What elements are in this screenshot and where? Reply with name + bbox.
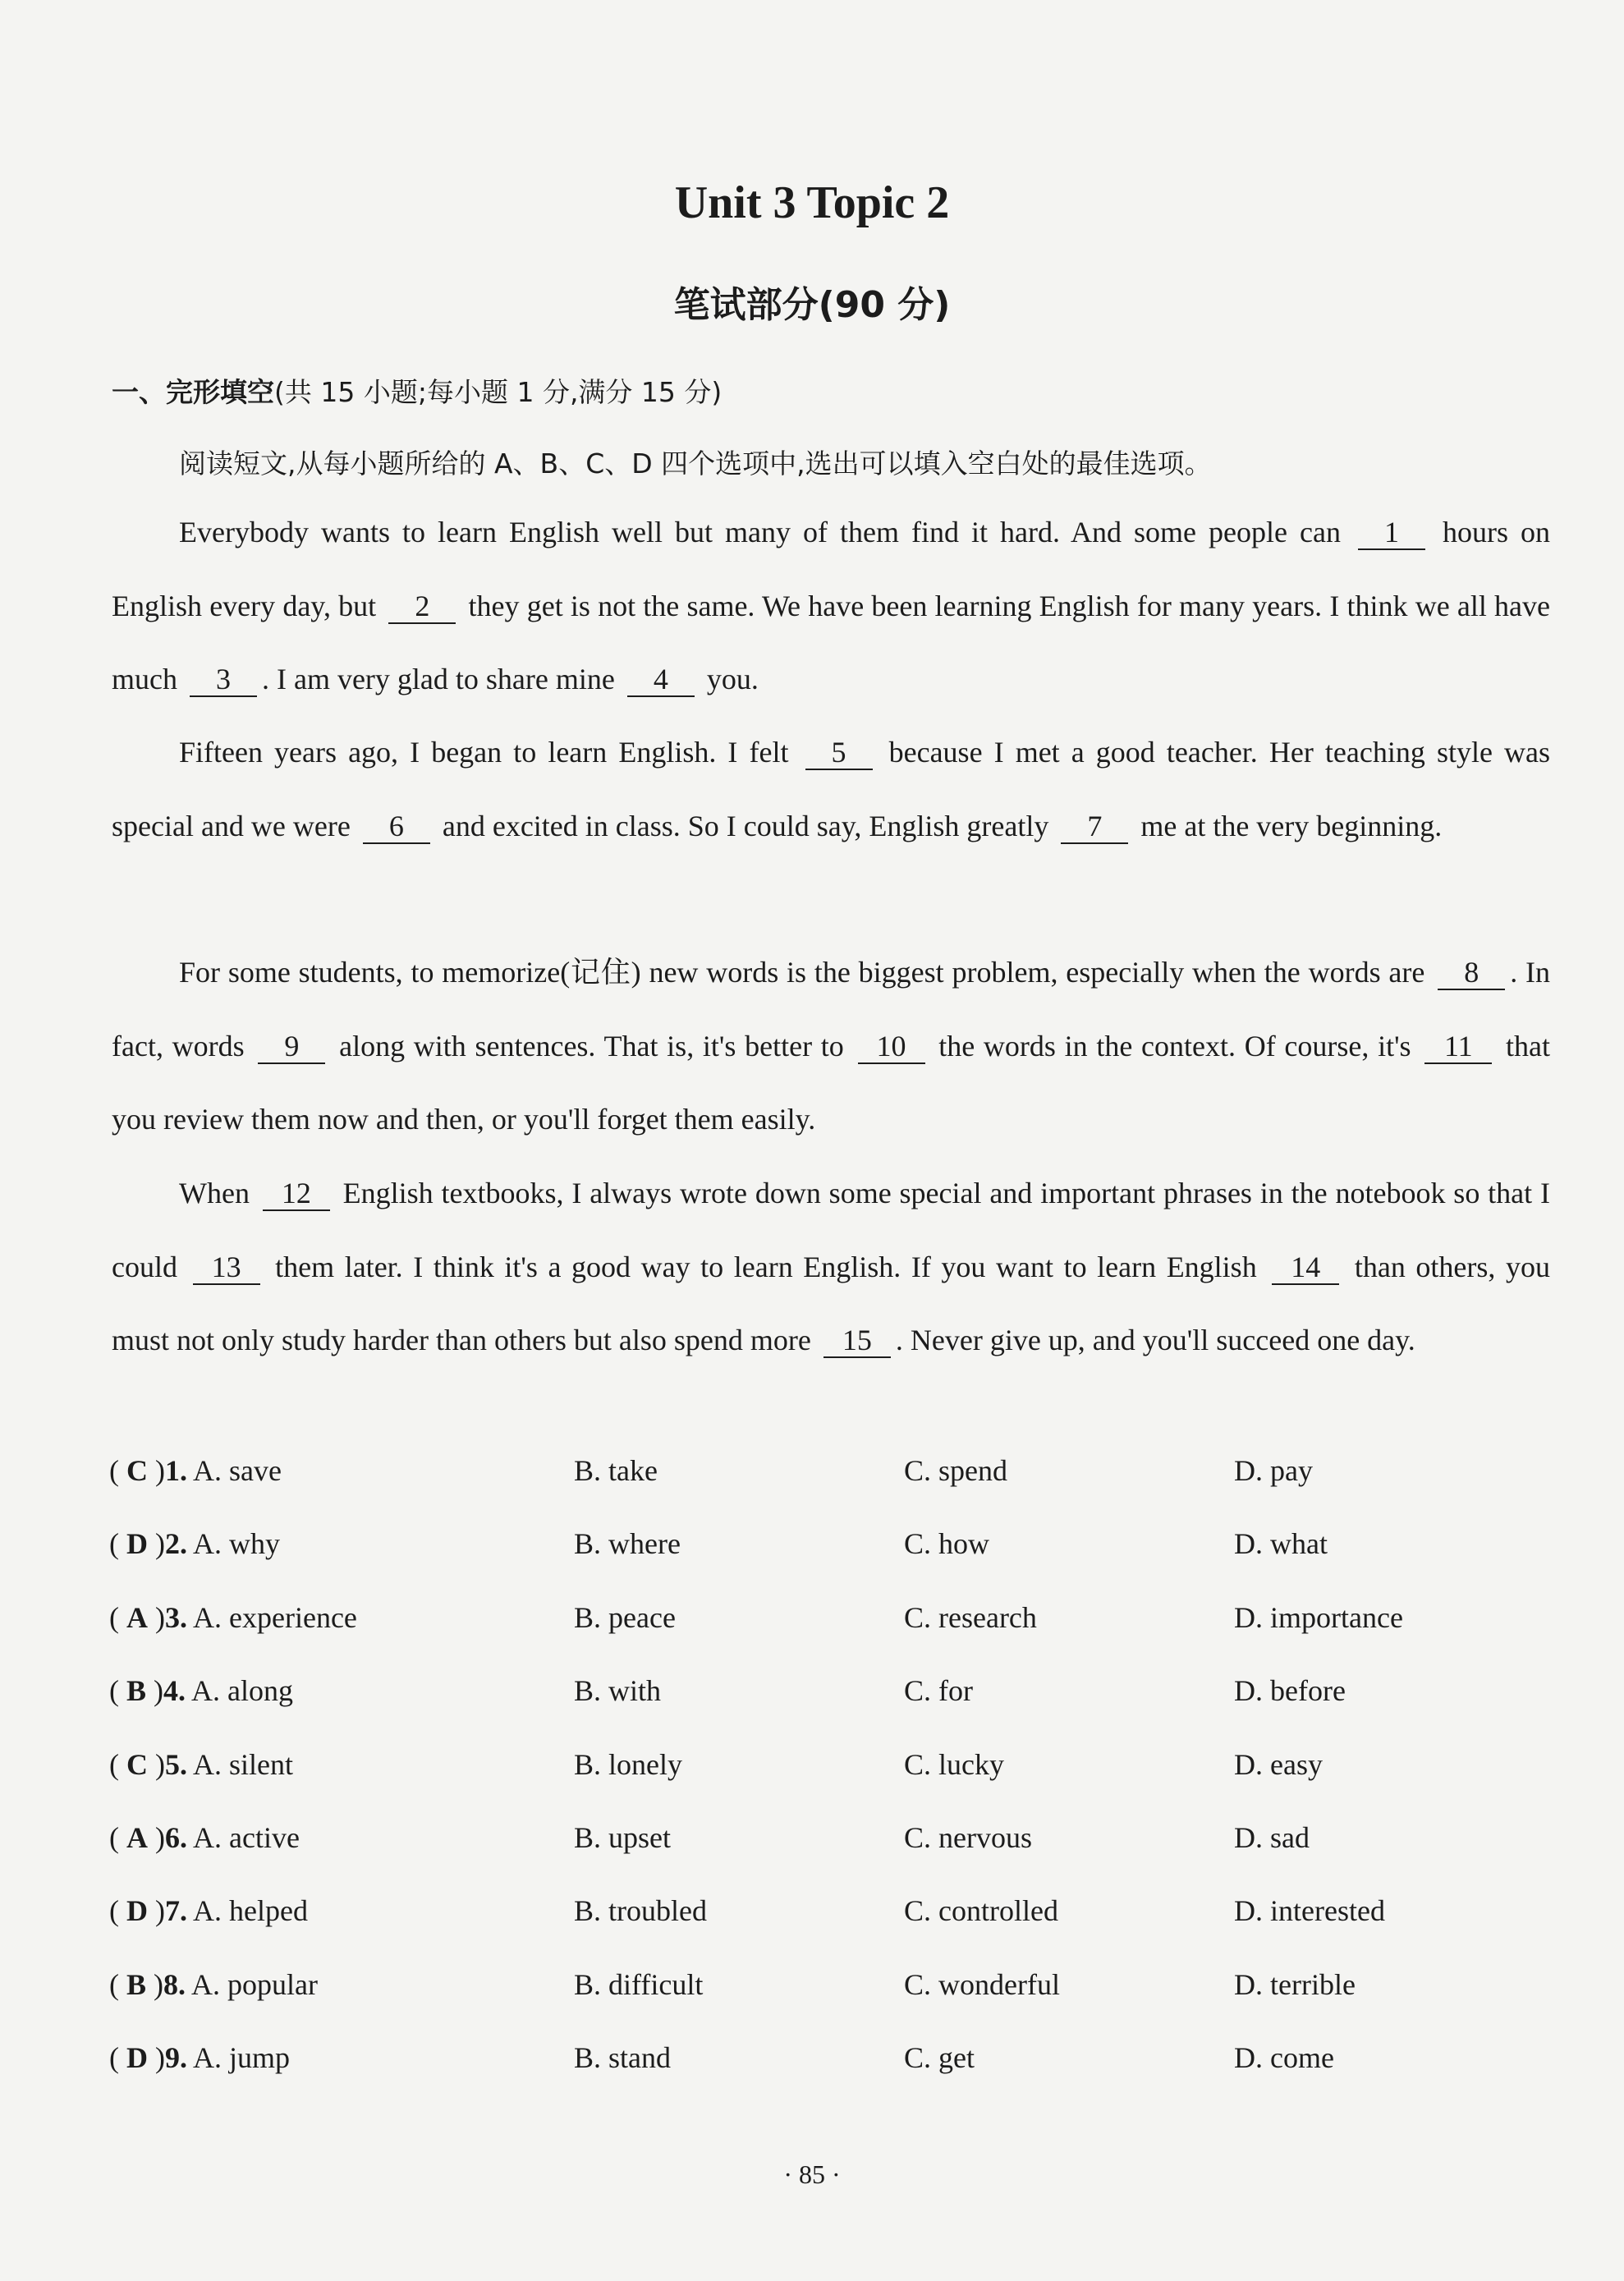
- blank-13: 13: [193, 1251, 260, 1285]
- passage-text: . Never give up, and you'll succeed one day.: [895, 1324, 1415, 1356]
- question-stem: ( A )3. A. experience: [109, 1600, 357, 1634]
- question-row: [109, 1747, 1554, 1820]
- option-c: C. nervous: [904, 1820, 1032, 1854]
- option-d: D. before: [1234, 1674, 1346, 1708]
- option-d: D. pay: [1234, 1454, 1313, 1487]
- option-d: D. come: [1234, 2041, 1334, 2075]
- option-b: B. stand: [574, 2041, 672, 2075]
- passage-text: When: [179, 1177, 258, 1209]
- question-row: [109, 1526, 1554, 1599]
- question-stem: ( D )7. A. helped: [109, 1894, 308, 1928]
- page-number: · 85 ·: [783, 2159, 841, 2189]
- option-b: B. where: [574, 1527, 681, 1561]
- option-c: C. lucky: [904, 1747, 1004, 1781]
- option-a: A. helped: [187, 1894, 308, 1928]
- passage-paragraph-2: [112, 716, 1550, 863]
- option-d: D. importance: [1234, 1600, 1403, 1634]
- question-stem: ( B )4. A. along: [109, 1674, 294, 1708]
- option-a: A. experience: [187, 1600, 357, 1634]
- blank-1: 1: [1358, 516, 1425, 550]
- option-c: C. for: [904, 1674, 973, 1708]
- page-subtitle: 笔试部分(90 分): [673, 284, 951, 326]
- question-row: [109, 1600, 1554, 1673]
- blank-12: 12: [263, 1177, 330, 1211]
- question-number: 9.: [165, 2041, 187, 2075]
- option-b: B. difficult: [574, 1967, 704, 2001]
- option-c: C. wonderful: [904, 1967, 1060, 2001]
- blank-2: 2: [388, 590, 456, 624]
- blank-14: 14: [1272, 1251, 1339, 1285]
- option-a: A. why: [187, 1527, 281, 1561]
- option-d: D. what: [1234, 1527, 1328, 1561]
- question-number: 6.: [165, 1820, 187, 1854]
- question-row: [109, 2040, 1554, 2113]
- blank-6: 6: [363, 810, 430, 844]
- instruction-text: 阅读短文,从每小题所给的 A、B、C、D 四个选项中,选出可以填入空白处的最佳选项。: [179, 447, 1212, 480]
- question-row: [109, 1453, 1554, 1526]
- answer-mark: D: [126, 1527, 148, 1561]
- passage-text: hours on English every day, but: [112, 516, 1550, 622]
- blank-7: 7: [1061, 810, 1128, 844]
- passage-text: them later. I think it's a good way to learn English. If you want to learn English: [264, 1250, 1268, 1283]
- blank-11: 11: [1424, 1030, 1492, 1064]
- option-a: A. along: [186, 1674, 294, 1708]
- question-stem: ( B )8. A. popular: [109, 1967, 318, 2001]
- question-number: 4.: [163, 1674, 186, 1708]
- page-title: Unit 3 Topic 2: [674, 177, 950, 228]
- passage-text: that you review them now and then, or you'll forget them easily.: [112, 1029, 1550, 1136]
- option-a: A. jump: [187, 2041, 291, 2075]
- question-number: 1.: [165, 1454, 187, 1487]
- passage-text: because I met a good teacher. Her teaching style was special and we were: [112, 736, 1550, 842]
- blank-3: 3: [190, 663, 257, 697]
- answer-mark: A: [126, 1820, 148, 1854]
- question-number: 5.: [165, 1747, 187, 1781]
- question-number: 7.: [165, 1894, 187, 1928]
- option-c: C. get: [904, 2041, 975, 2075]
- passage-paragraph-1: [112, 496, 1550, 717]
- answer-mark: B: [126, 1674, 147, 1708]
- blank-4: 4: [627, 663, 695, 697]
- option-b: B. lonely: [574, 1747, 682, 1781]
- question-stem: ( A )6. A. active: [109, 1820, 300, 1854]
- answer-mark: C: [126, 1454, 148, 1487]
- option-d: D. sad: [1234, 1820, 1310, 1854]
- passage-text: Fifteen years ago, I began to learn English. I felt: [179, 736, 801, 769]
- section-heading: [112, 371, 722, 410]
- option-b: B. peace: [574, 1600, 676, 1634]
- option-b: B. troubled: [574, 1894, 707, 1928]
- option-c: C. how: [904, 1527, 990, 1561]
- question-row: [109, 1967, 1554, 2040]
- option-b: B. upset: [574, 1820, 672, 1854]
- option-d: D. interested: [1234, 1894, 1385, 1928]
- passage-paragraph-3: [112, 936, 1550, 1157]
- passage-text: and excited in class. So I could say, English greatly: [434, 809, 1057, 842]
- blank-10: 10: [858, 1030, 925, 1064]
- option-a: A. silent: [187, 1747, 294, 1781]
- option-d: D. terrible: [1234, 1967, 1356, 2001]
- option-d: D. easy: [1234, 1747, 1323, 1781]
- passage-text: . In fact, words: [112, 956, 1550, 1062]
- answer-mark: D: [126, 1894, 148, 1928]
- blank-9: 9: [258, 1030, 325, 1064]
- question-number: 8.: [163, 1967, 186, 2001]
- option-a: A. active: [187, 1820, 300, 1854]
- answer-mark: A: [126, 1600, 148, 1634]
- option-b: B. with: [574, 1674, 662, 1708]
- blank-5: 5: [805, 736, 873, 770]
- section-detail: (共 15 小题;每小题 1 分,满分 15 分): [274, 376, 723, 408]
- passage-text: the words in the context. Of course, it's: [929, 1029, 1420, 1062]
- question-number: 2.: [165, 1527, 187, 1561]
- question-number: 3.: [165, 1600, 187, 1634]
- answer-mark: B: [126, 1967, 147, 2001]
- passage-paragraph-4: [112, 1157, 1550, 1378]
- passage-text: along with sentences. That is, it's better to: [330, 1029, 853, 1062]
- question-row: [109, 1820, 1554, 1893]
- option-a: A. save: [187, 1454, 282, 1487]
- passage-text: . I am very glad to share mine: [261, 663, 622, 695]
- question-list: [109, 1453, 1554, 2114]
- blank-15: 15: [823, 1324, 891, 1358]
- question-stem: ( D )9. A. jump: [109, 2041, 291, 2075]
- option-a: A. popular: [186, 1967, 318, 2001]
- question-row: [109, 1893, 1554, 1967]
- question-row: [109, 1673, 1554, 1746]
- question-stem: ( C )5. A. silent: [109, 1747, 294, 1781]
- passage-text: Everybody wants to learn English well but many of them find it hard. And some people can: [179, 516, 1353, 548]
- option-c: C. spend: [904, 1454, 1007, 1487]
- passage-text: you.: [699, 663, 759, 695]
- option-c: C. research: [904, 1600, 1037, 1634]
- question-stem: ( C )1. A. save: [109, 1454, 282, 1487]
- passage-text: they get is not the same. We have been learning English for many years. I think we all have much: [112, 589, 1550, 695]
- passage-text: English textbooks, I always wrote down some special and important phrases in the notebook so that I could: [112, 1177, 1550, 1283]
- answer-mark: D: [126, 2041, 148, 2075]
- section-label: 一、完形填空: [112, 376, 274, 408]
- passage-text: For some students, to memorize(记住) new words is the biggest problem, especially when the words are: [179, 956, 1434, 989]
- option-c: C. controlled: [904, 1894, 1058, 1928]
- answer-mark: C: [126, 1747, 148, 1781]
- option-b: B. take: [574, 1454, 658, 1487]
- passage-text: me at the very beginning.: [1133, 809, 1443, 842]
- blank-8: 8: [1438, 956, 1505, 990]
- question-stem: ( D )2. A. why: [109, 1527, 281, 1561]
- passage-text: than others, you must not only study harder than others but also spend more: [112, 1250, 1550, 1356]
